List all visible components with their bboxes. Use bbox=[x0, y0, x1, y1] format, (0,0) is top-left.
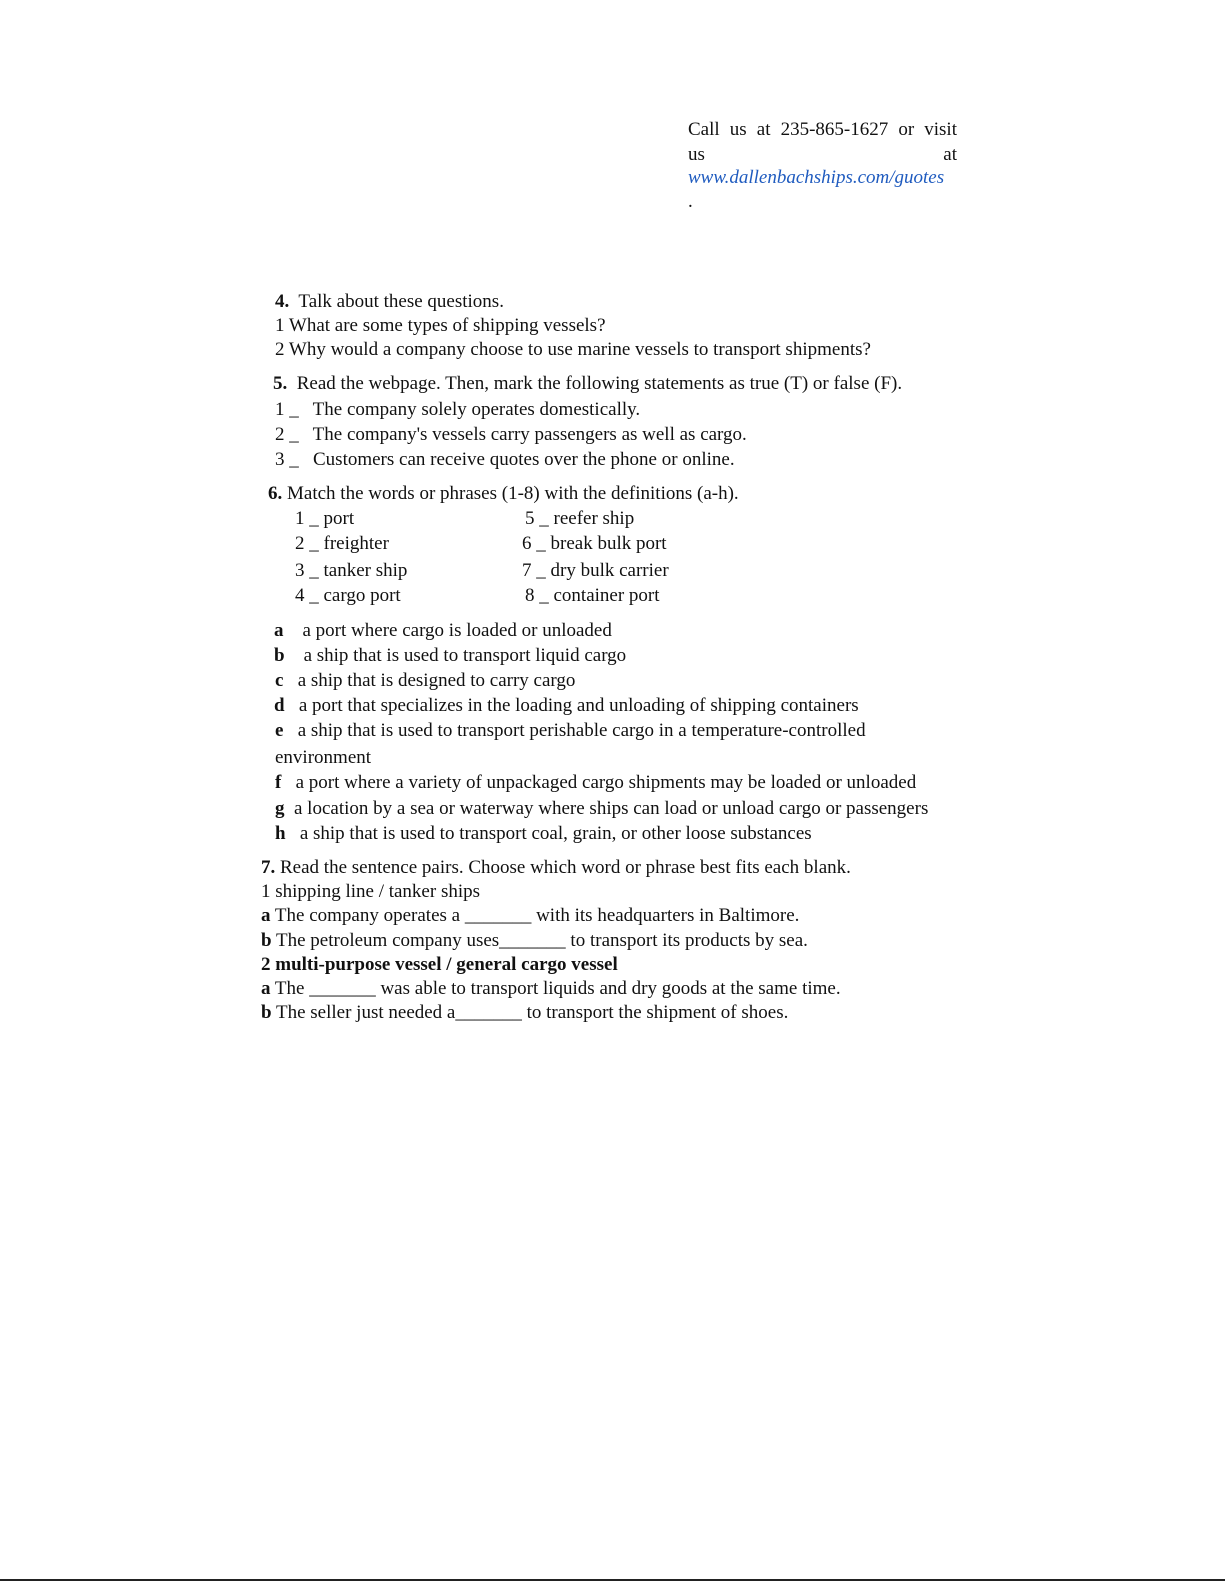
q7-pair-heading: 2 multi-purpose vessel / general cargo vessel bbox=[261, 954, 618, 975]
q7-sentence-text: The company operates a _______ with its headquarters in Baltimore. bbox=[274, 905, 800, 926]
q6-number: 6. bbox=[268, 483, 283, 504]
contact-word: Call bbox=[688, 119, 720, 140]
q6-definition-text: a ship that is designed to carry cargo bbox=[297, 670, 576, 691]
q5-number: 5. bbox=[273, 373, 288, 394]
page-bottom-border bbox=[0, 1579, 1225, 1581]
q7-sentence bbox=[261, 1003, 788, 1022]
contact-word: visit bbox=[924, 119, 957, 140]
contact-word: at bbox=[756, 119, 771, 140]
q6-definition-letter: f bbox=[275, 772, 282, 793]
q5-item-text: Customers can receive quotes over the phone or online. bbox=[313, 449, 735, 470]
q6-word: 5 _ reefer ship bbox=[525, 508, 635, 529]
q6-definition-letter: g bbox=[275, 798, 285, 819]
q6-definition bbox=[274, 621, 612, 640]
q5-item-number: 3 _ bbox=[275, 449, 299, 470]
q7-sentence-text: The seller just needed a_______ to transport the shipment of shoes. bbox=[276, 1002, 789, 1023]
contact-trailing-period: . bbox=[688, 191, 693, 212]
q7-prompt: Read the sentence pairs. Choose which word or phrase best fits each blank. bbox=[280, 857, 851, 878]
q7-sentence-letter: b bbox=[261, 1002, 272, 1023]
q4-item: 1 What are some types of shipping vessels? bbox=[275, 315, 606, 336]
q6-definition-text: a port where cargo is loaded or unloaded bbox=[302, 620, 612, 641]
contact-line-1 bbox=[688, 120, 957, 139]
q6-definition-text: a location by a sea or waterway where ships can load or unload cargo or passengers bbox=[294, 798, 929, 819]
q7-sentence-letter: b bbox=[261, 930, 272, 951]
q4-prompt: Talk about these questions. bbox=[298, 291, 504, 312]
q6-word: 4 _ cargo port bbox=[295, 585, 401, 606]
q6-definition bbox=[274, 696, 859, 715]
contact-word: us bbox=[729, 119, 747, 140]
q5-prompt: Read the webpage. Then, mark the following statements as true (T) or false (F). bbox=[296, 373, 903, 394]
q6-definition-letter: d bbox=[274, 695, 285, 716]
q6-definition-text: a port that specializes in the loading and unloading of shipping containers bbox=[298, 695, 859, 716]
q7-heading bbox=[261, 858, 851, 877]
q6-definition bbox=[275, 799, 928, 818]
q6-definition-text: a ship that is used to transport coal, grain, or other loose substances bbox=[299, 823, 812, 844]
q6-definition-text: a port where a variety of unpackaged cargo shipments may be loaded or unloaded bbox=[295, 772, 917, 793]
q6-word: 7 _ dry bulk carrier bbox=[522, 560, 669, 581]
contact-word: us bbox=[688, 144, 705, 165]
q6-definition bbox=[275, 671, 575, 690]
q6-word: 3 _ tanker ship bbox=[295, 560, 408, 581]
q7-sentence bbox=[261, 931, 808, 950]
q7-sentence-text: The petroleum company uses_______ to transport its products by sea. bbox=[276, 930, 808, 951]
q7-sentence-letter: a bbox=[261, 978, 271, 999]
q6-word: 2 _ freighter bbox=[295, 533, 389, 554]
contact-line-2 bbox=[688, 145, 957, 164]
q6-definition bbox=[275, 721, 866, 740]
q7-pair-heading: 1 shipping line / tanker ships bbox=[261, 881, 481, 902]
q6-definition-letter: h bbox=[275, 823, 286, 844]
q6-word: 1 _ port bbox=[295, 508, 355, 529]
q5-item bbox=[275, 425, 747, 444]
q5-item-number: 2 _ bbox=[275, 424, 299, 445]
q6-word: 6 _ break bulk port bbox=[522, 533, 667, 554]
q6-definition-text: a ship that is used to transport perishable cargo in a temperature-controlled bbox=[297, 720, 866, 741]
q5-heading bbox=[273, 374, 902, 393]
q5-item-text: The company solely operates domestically. bbox=[312, 399, 641, 420]
q6-definition-text: a ship that is used to transport liquid cargo bbox=[303, 645, 627, 666]
q6-definition-letter: b bbox=[274, 645, 285, 666]
q6-definition-letter: a bbox=[274, 620, 284, 641]
q6-prompt: Match the words or phrases (1-8) with the definitions (a-h). bbox=[287, 483, 739, 504]
q6-word: 8 _ container port bbox=[525, 585, 660, 606]
q6-definition bbox=[275, 773, 916, 792]
q4-number: 4. bbox=[275, 291, 290, 312]
q7-number: 7. bbox=[261, 857, 276, 878]
contact-url-link[interactable]: www.dallenbachships.com/guotes bbox=[688, 167, 945, 188]
q5-item bbox=[275, 450, 735, 469]
q7-sentence bbox=[261, 979, 841, 998]
q6-definition-continuation: environment bbox=[275, 747, 372, 768]
q6-definition-letter: c bbox=[275, 670, 284, 691]
q6-definition-letter: e bbox=[275, 720, 284, 741]
contact-word: at bbox=[943, 144, 957, 165]
q6-definition bbox=[275, 824, 812, 843]
q6-heading bbox=[268, 484, 739, 503]
q6-definition bbox=[274, 646, 626, 665]
contact-word: or bbox=[898, 119, 915, 140]
q7-sentence bbox=[261, 906, 799, 925]
contact-phone: 235-865-1627 bbox=[780, 119, 889, 140]
q7-sentence-letter: a bbox=[261, 905, 271, 926]
q4-item: 2 Why would a company choose to use marine vessels to transport shipments? bbox=[275, 339, 871, 360]
q7-sentence-text: The _______ was able to transport liquids and dry goods at the same time. bbox=[274, 978, 841, 999]
q5-item-number: 1 _ bbox=[275, 399, 299, 420]
q5-item-text: The company's vessels carry passengers as well as cargo. bbox=[312, 424, 747, 445]
q5-item bbox=[275, 400, 640, 419]
q4-heading bbox=[275, 292, 504, 311]
